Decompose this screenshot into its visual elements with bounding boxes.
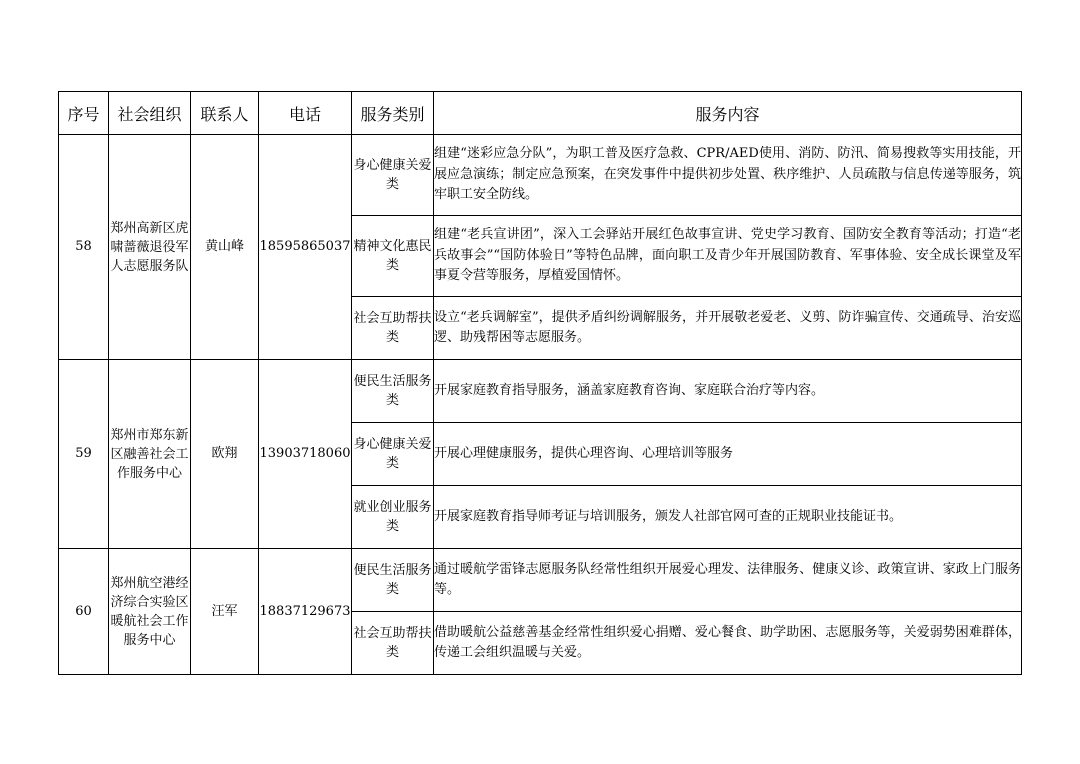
organization-name: 郑州市郑东新区融善社会工作服务中心 bbox=[109, 360, 191, 549]
phone-number: 18595865037 bbox=[259, 135, 352, 360]
table-row bbox=[59, 360, 1022, 423]
service-category: 身心健康关爱类 bbox=[352, 423, 434, 486]
header-contact: 联系人 bbox=[191, 92, 259, 135]
row-number: 58 bbox=[59, 135, 109, 360]
header-org: 社会组织 bbox=[109, 92, 191, 135]
row-number: 60 bbox=[59, 549, 109, 675]
organization-name: 郑州高新区虎啸蔷薇退役军人志愿服务队 bbox=[109, 135, 191, 360]
row-number: 59 bbox=[59, 360, 109, 549]
service-content: 开展心理健康服务，提供心理咨询、心理培训等服务 bbox=[434, 423, 1022, 486]
service-content: 开展家庭教育指导师考证与培训服务，颁发人社部官网可查的正规职业技能证书。 bbox=[434, 486, 1022, 549]
header-no: 序号 bbox=[59, 92, 109, 135]
service-content: 通过暖航学雷锋志愿服务队经常性组织开展爱心理发、法律服务、健康义诊、政策宣讲、家政上门服务等。 bbox=[434, 549, 1022, 612]
table-row bbox=[59, 135, 1022, 216]
service-category: 精神文化惠民类 bbox=[352, 216, 434, 297]
phone-number: 13903718060 bbox=[259, 360, 352, 549]
contact-person: 欧翔 bbox=[191, 360, 259, 549]
table-row bbox=[59, 549, 1022, 612]
service-content: 组建“老兵宣讲团”，深入工会驿站开展红色故事宣讲、党史学习教育、国防安全教育等活动；打造“老兵故事会”“国防体验日”等特色品牌，面向职工及青少年开展国防教育、军事体验、安全成长课堂及军事夏令营等服务，厚植爱国情怀。 bbox=[434, 216, 1022, 297]
service-content: 组建“迷彩应急分队”，为职工普及医疗急救、CPR/AED使用、消防、防汛、简易搜救等实用技能，开展应急演练；制定应急预案，在突发事件中提供初步处置、秩序维护、人员疏散与信息传递等服务，筑牢职工安全防线。 bbox=[434, 135, 1022, 216]
table-header-row bbox=[59, 92, 1022, 135]
header-content: 服务内容 bbox=[434, 92, 1022, 135]
service-table bbox=[58, 91, 1022, 675]
service-content: 借助暖航公益慈善基金经常性组织爱心捐赠、爱心餐食、助学助困、志愿服务等，关爱弱势困难群体，传递工会组织温暖与关爱。 bbox=[434, 612, 1022, 675]
header-category: 服务类别 bbox=[352, 92, 434, 135]
organization-name: 郑州航空港经济综合实验区暖航社会工作服务中心 bbox=[109, 549, 191, 675]
service-content: 开展家庭教育指导服务，涵盖家庭教育咨询、家庭联合治疗等内容。 bbox=[434, 360, 1022, 423]
service-content: 设立“老兵调解室”，提供矛盾纠纷调解服务，并开展敬老爱老、义剪、防诈骗宣传、交通疏导、治安巡逻、助残帮困等志愿服务。 bbox=[434, 297, 1022, 360]
service-category: 就业创业服务类 bbox=[352, 486, 434, 549]
phone-number: 18837129673 bbox=[259, 549, 352, 675]
service-category: 社会互助帮扶类 bbox=[352, 612, 434, 675]
contact-person: 汪军 bbox=[191, 549, 259, 675]
service-category: 便民生活服务类 bbox=[352, 360, 434, 423]
contact-person: 黄山峰 bbox=[191, 135, 259, 360]
header-phone: 电话 bbox=[259, 92, 352, 135]
service-category: 身心健康关爱类 bbox=[352, 135, 434, 216]
service-category: 社会互助帮扶类 bbox=[352, 297, 434, 360]
service-category: 便民生活服务类 bbox=[352, 549, 434, 612]
